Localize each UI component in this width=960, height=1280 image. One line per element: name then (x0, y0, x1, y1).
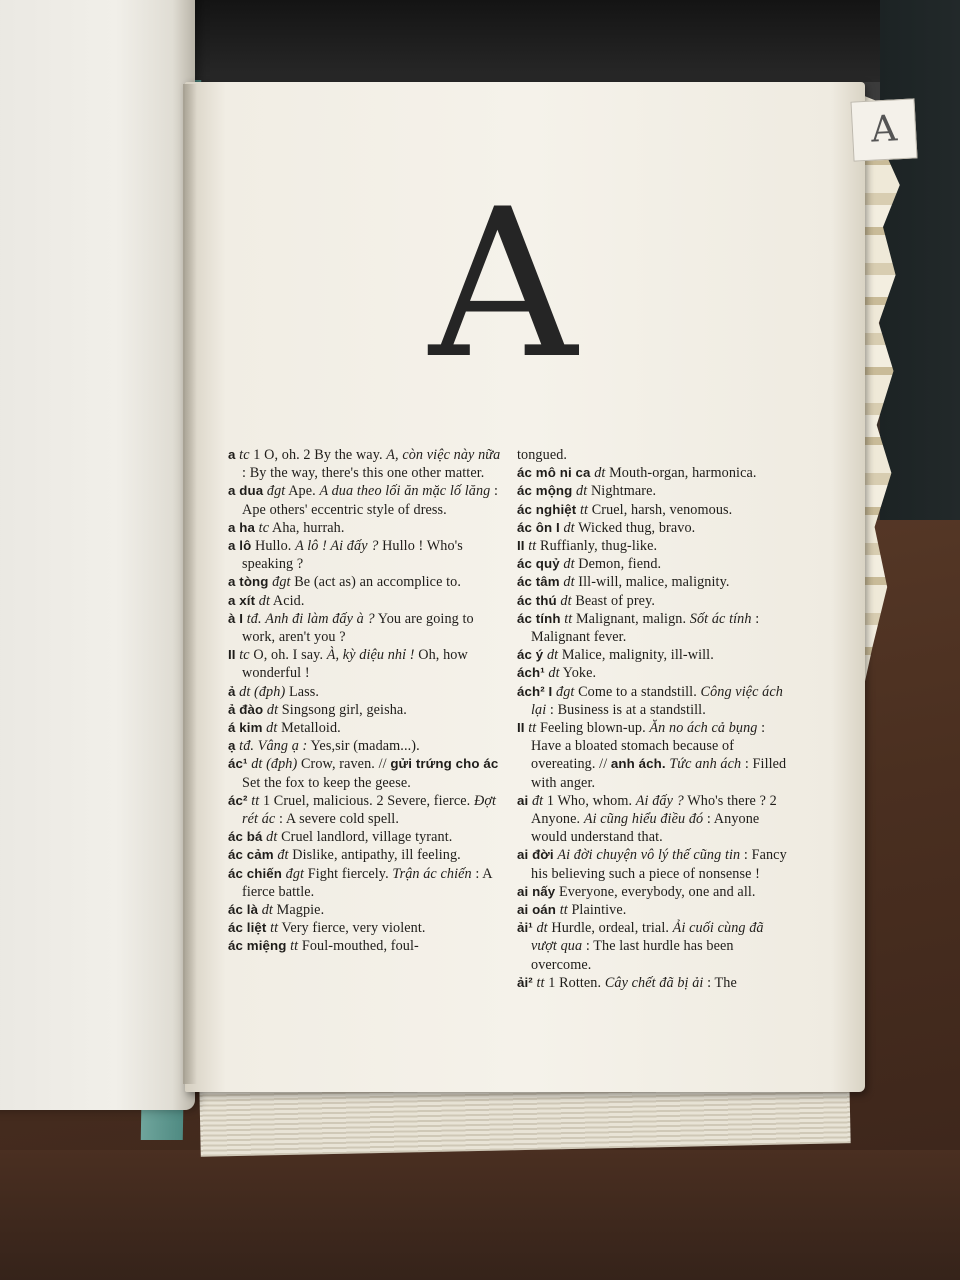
entry-part-of-speech: đgt (266, 483, 286, 500)
background-panel (880, 0, 960, 520)
dictionary-entry (228, 846, 502, 864)
entry-part-of-speech: dt (546, 647, 559, 664)
dictionary-entry (228, 919, 502, 937)
entry-part-of-speech: tt (528, 538, 537, 555)
entry-definition: 1 Who, whom. (546, 792, 636, 809)
dictionary-entry (228, 828, 502, 846)
entry-headword: ác bá (228, 829, 263, 845)
entry-part-of-speech: đgt (556, 683, 575, 700)
entry-headword: a dua (228, 483, 264, 499)
entry-definition: Metalloid. (281, 720, 341, 737)
entry-definition: 1 Rotten. (548, 974, 605, 991)
entry-headword: ai (517, 792, 529, 808)
entry-headword: ải¹ (517, 920, 533, 936)
entry-definition: : By the way, there's this one other matter. (242, 465, 485, 482)
entry-headword: ác thú (517, 592, 557, 608)
entry-headword: ả (228, 683, 236, 699)
entry-definition: Ill-will, malice, malignity. (578, 574, 730, 591)
dictionary-entry (517, 446, 791, 464)
entry-part-of-speech: dt (563, 519, 575, 536)
entry-part-of-speech: dt (563, 574, 575, 591)
entry-headword: II (228, 647, 236, 663)
dictionary-entry (517, 846, 791, 882)
entry-headword: ác tâm (517, 574, 560, 590)
entry-part-of-speech: tt (559, 902, 568, 919)
entry-part-of-speech: dt (536, 920, 548, 937)
entry-definition: Be (act as) an accomplice to. (294, 574, 461, 591)
dictionary-entry (228, 592, 502, 610)
entry-definition: O, oh. I say. (253, 647, 327, 664)
entry-definition: Feeling blown-up. (540, 720, 650, 737)
entry-part-of-speech: tt (270, 920, 279, 937)
entry-part-of-speech: tđ. (239, 738, 255, 755)
dictionary-entry (517, 792, 791, 847)
entry-headword: II (517, 538, 525, 554)
entry-example: Trận ác chiến (392, 865, 472, 882)
entry-definition: : A fierce battle. (242, 865, 492, 900)
entry-part-of-speech: dt (548, 665, 560, 682)
dictionary-entry (228, 610, 502, 646)
entry-part-of-speech: dt (đph) (251, 756, 298, 773)
entry-definition: : Anyone would understand that. (531, 811, 760, 846)
dictionary-entry (228, 865, 502, 901)
entry-headword: ác¹ (228, 756, 248, 772)
dictionary-entry (517, 537, 791, 555)
dictionary-entry (517, 683, 791, 719)
entry-headword: II (517, 720, 525, 736)
entry-headword: ác cảm (228, 847, 274, 863)
entry-part-of-speech: dt (266, 829, 278, 846)
entry-example: Ải cuối cùng đã vượt qua (531, 920, 764, 955)
entry-part-of-speech: dt (261, 902, 273, 919)
entry-definition: Hullo. (254, 538, 296, 555)
entry-definition: Yoke. (562, 665, 597, 682)
dictionary-entry (517, 664, 791, 682)
entry-part-of-speech: đgt (285, 865, 305, 882)
entry-part-of-speech: tt (528, 720, 537, 737)
entry-headword: ác là (228, 902, 259, 918)
entry-headword: ác liệt (228, 920, 267, 936)
entry-definition: Malice, malignity, ill-will. (561, 647, 714, 664)
entry-definition: Foul-mouthed, foul- (301, 938, 419, 955)
entry-definition: Mouth-organ, harmonica. (609, 465, 757, 482)
entry-part-of-speech: tđ. (246, 610, 262, 627)
entry-headword: a (228, 447, 236, 462)
left-page (0, 0, 195, 1110)
dictionary-column-left (228, 446, 502, 956)
entry-part-of-speech: dt (563, 556, 575, 573)
dictionary-entry (517, 555, 791, 573)
entry-example: Cây chết đã bị ải (604, 974, 704, 991)
entry-definition: Everyone, everybody, one and all. (558, 883, 756, 900)
entry-subheadword: gửi trứng cho ác (390, 756, 499, 772)
entry-example: Ăn no ách cả bụng (649, 720, 758, 737)
entry-part-of-speech: tc (239, 447, 250, 463)
book-gutter (183, 84, 197, 1084)
entry-definition: Very fierce, very violent. (281, 920, 426, 937)
entry-part-of-speech: dt (266, 701, 279, 718)
entry-headword: ác chiến (228, 865, 283, 881)
entry-example: Công việc ách lại (531, 683, 783, 718)
dictionary-entry (517, 610, 791, 646)
entry-definition: Ape. (288, 483, 320, 500)
entry-part-of-speech: dt (đph) (239, 683, 286, 700)
entry-headword: ác tính (517, 610, 561, 626)
entry-definition: : The last hurdle has been overcome. (531, 938, 734, 973)
dictionary-entry (517, 919, 791, 974)
entry-definition: : Fancy his believing such a piece of nonsense ! (531, 847, 787, 882)
entry-part-of-speech: tt (290, 938, 299, 955)
entry-headword: a xít (228, 592, 256, 608)
dictionary-entry (228, 537, 502, 573)
entry-definition: : Filled with anger. (531, 756, 787, 791)
entry-example: Anh đi làm đấy à ? (265, 610, 375, 627)
entry-definition: Aha, hurrah. (272, 519, 345, 536)
entry-part-of-speech: dt (560, 592, 572, 609)
entry-example: A lô ! Ai đấy ? (295, 538, 379, 555)
dictionary-entry (517, 464, 791, 482)
section-letter: A (428, 166, 578, 404)
entry-definition: Malignant, malign. (575, 610, 690, 627)
entry-headword: ác nghiệt (517, 501, 577, 517)
entry-headword: à I (228, 610, 244, 626)
entry-headword: ai oán (517, 902, 557, 918)
entry-definition: : Ape others' eccentric style of dress. (242, 483, 499, 518)
entry-headword: ả đào (228, 701, 264, 717)
entry-example: Sốt ác tính (689, 610, 752, 627)
dictionary-entry (517, 901, 791, 919)
dictionary-entry (228, 719, 502, 737)
entry-definition: tongued. (517, 447, 568, 463)
entry-part-of-speech: tc (239, 647, 250, 664)
entry-definition: Acid. (272, 592, 305, 609)
entry-definition: Come to a standstill. (578, 683, 701, 700)
dictionary-entry (228, 755, 502, 791)
entry-headword: ạ (228, 738, 236, 754)
entry-example: Vâng ạ : (257, 738, 308, 755)
entry-definition: Hullo ! Who's speaking ? (242, 538, 463, 573)
entry-example: Tức anh ách (669, 756, 742, 773)
dictionary-column-right (517, 446, 791, 992)
entry-headword: a lô (228, 538, 252, 554)
dictionary-entry (228, 573, 502, 591)
dictionary-entry (228, 446, 502, 482)
entry-definition: Singsong girl, geisha. (281, 701, 407, 718)
entry-definition: Hurdle, ordeal, trial. (551, 920, 673, 937)
entry-definition: Nightmare. (590, 483, 657, 500)
entry-definition: Magpie. (276, 902, 325, 919)
entry-definition: Set the fox to keep the geese. (242, 774, 411, 791)
dictionary-entry (228, 683, 502, 701)
entry-example: A dua theo lối ăn mặc lố lăng (319, 483, 491, 500)
dictionary-entry (228, 482, 502, 518)
entry-headword: ải² (517, 974, 533, 990)
entry-definition: Dislike, antipathy, ill feeling. (292, 847, 461, 864)
entry-part-of-speech: tt (579, 501, 589, 518)
entry-definition: Ruffianly, thug-like. (540, 538, 658, 555)
entry-headword: ác quỷ (517, 556, 560, 572)
entry-definition: Plaintive. (571, 902, 627, 919)
entry-definition: : The (703, 974, 737, 991)
entry-definition: : A severe cold spell. (275, 811, 399, 828)
entry-headword: ách¹ (517, 665, 545, 681)
entry-definition: Fight fiercely. (307, 865, 393, 882)
entry-example: A, còn việc này nữa (386, 447, 501, 463)
entry-part-of-speech: tt (251, 792, 260, 809)
entry-definition: : Malignant fever. (531, 610, 760, 646)
entry-part-of-speech: tt (564, 610, 573, 627)
entry-headword: a tòng (228, 574, 269, 590)
dictionary-entry (517, 974, 791, 992)
dictionary-entry (228, 937, 502, 955)
entry-headword: ai đời (517, 847, 554, 863)
dictionary-entry (517, 592, 791, 610)
entry-headword: ác mô ni ca (517, 465, 591, 481)
entry-headword: ác ôn I (517, 519, 560, 535)
dictionary-entry (517, 501, 791, 519)
entry-part-of-speech: đt (531, 792, 544, 809)
dictionary-entry (517, 719, 791, 792)
entry-part-of-speech: tc (258, 519, 270, 536)
entry-part-of-speech: dt (266, 720, 278, 737)
dictionary-entry (228, 519, 502, 537)
entry-definition: Yes,sir (madam...). (307, 738, 420, 755)
entry-headword: á kim (228, 720, 263, 736)
entry-definition: Wicked thug, bravo. (578, 519, 696, 536)
dictionary-entry (517, 646, 791, 664)
entry-definition: 1 Cruel, malicious. 2 Severe, fierce. (262, 792, 474, 809)
entry-example: Ai đời chuyện vô lý thế cũng tin (557, 847, 741, 864)
entry-definition: : Have a bloated stomach because of overeating. // (531, 720, 766, 773)
entry-definition: 1 O, oh. 2 By the way. (253, 447, 387, 463)
dictionary-entry (517, 519, 791, 537)
entry-definition: Cruel landlord, village tyrant. (281, 829, 453, 846)
entry-definition: You are going to work, aren't you ? (242, 610, 474, 646)
entry-part-of-speech: đt (277, 847, 289, 864)
entry-definition: Who's there ? 2 Anyone. (531, 792, 777, 828)
entry-headword: ai nấy (517, 883, 556, 899)
entry-example: Ai đấy ? (635, 792, 684, 809)
entry-headword: ác ý (517, 647, 544, 663)
table-shadow (0, 1150, 960, 1280)
dictionary-entry (517, 573, 791, 591)
entry-definition: Oh, how wonderful ! (242, 647, 468, 682)
entry-definition: Beast of prey. (575, 592, 655, 609)
entry-definition: Demon, fiend. (578, 556, 662, 573)
dictionary-entry (228, 737, 502, 755)
entry-definition: : Business is at a standstill. (546, 701, 706, 718)
entry-subheadword: anh ách. (610, 756, 666, 772)
dictionary-entry (228, 701, 502, 719)
entry-part-of-speech: tt (536, 974, 545, 991)
entry-part-of-speech: dt (258, 592, 271, 609)
entry-part-of-speech: dt (594, 465, 606, 482)
entry-example: Ai cũng hiểu điều đó (583, 811, 704, 828)
entry-headword: ác mộng (517, 483, 573, 499)
entry-example: Đợt rét ác (242, 792, 497, 828)
entry-headword: ách² I (517, 683, 553, 699)
entry-headword: a ha (228, 519, 256, 535)
entry-headword: ác² (228, 792, 248, 808)
entry-headword: ác miệng (228, 938, 287, 954)
dictionary-entry (228, 901, 502, 919)
entry-part-of-speech: đgt (272, 574, 291, 591)
dictionary-entry (228, 792, 502, 828)
dictionary-entry (228, 646, 502, 682)
entry-definition: Cruel, harsh, venomous. (591, 501, 733, 518)
entry-definition: Crow, raven. // (300, 756, 391, 773)
entry-definition: Lass. (288, 683, 319, 700)
thumb-index-tab: A (850, 98, 917, 161)
entry-part-of-speech: dt (576, 483, 588, 500)
dictionary-entry (517, 883, 791, 901)
dictionary-entry (517, 482, 791, 500)
entry-example: À, kỳ diệu nhỉ ! (326, 647, 415, 664)
